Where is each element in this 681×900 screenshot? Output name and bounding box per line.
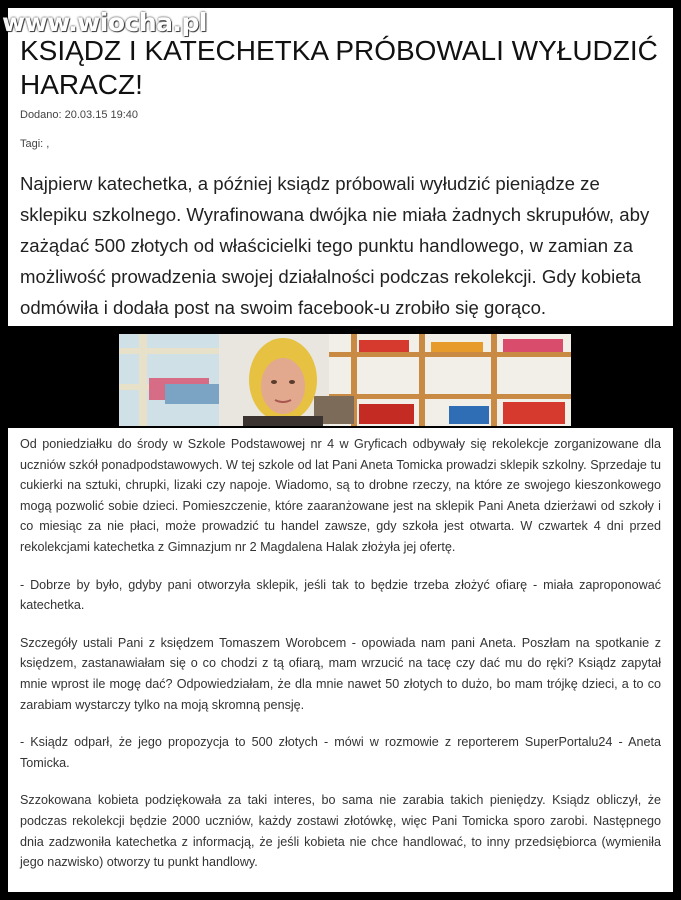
article-paragraph: Od poniedziałku do środy w Szkole Podstawowej nr 4 w Gryficach odbywały się rekolekcje zorganizowane dla uczniów szkół ponadpodstawowych. W tej szkole od lat Pani Aneta Tomicka prowadzi sklepik szkolny. Sprzedaje tu cukierki na sztuki, chrupki, lizaki czy napoje. Wiadomo, są to drobne rzeczy, na które ze swojego kieszonkowego mogą pozwolić sobie dzieci. Pomieszczenie, które zaaranżowane jest na sklepik Pani Aneta dzierżawi od szkoły i co miesiąc za nie płaci, może prowadzić tu handel zawsze, gdy szkoła jest otwarta. W czwartek 4 dni przed rekolekcjami katechetka z Gimnazjum nr 2 Magdalena Halak złożyła jej ofertę.: [20, 437, 661, 554]
article-date: Dodano: 20.03.15 19:40: [20, 109, 139, 121]
article-paragraph: Szzokowana kobieta podziękowała za taki interes, bo sama nie zarabia takich pieniędzy. Ksiądz obliczył, że podczas rekolekcji będzie 2000 uczniów, każdy zostawi złotówkę, więc Pani Tomicka sporo zarobi. Następnego dnia zadzwoniła katechetka z informacją, że jeśli kobieta nie chce handlować, to inny przedsiębiorca (wymieniła jego nazwisko) otworzy tu punkt handlowy.: [20, 793, 661, 870]
article-lead: Najpierw katechetka, a później ksiądz próbowali wyłudzić pieniądze ze sklepiku szkolnego. Wyrafinowana dwójka nie miała żadnych skrupułów, aby zażądać 500 złotych od właścicielki tego punktu handlowego, w zamian za możliwość prowadzenia swojej działalności podczas rekolekcji. Gdy kobieta odmówiła i dodała post na swoim facebook-u zrobiło się gorąco.: [20, 173, 650, 318]
article-photo: [119, 334, 571, 426]
article-paragraph: Szczegóły ustali Pani z księdzem Tomaszem Worobcem - opowiada nam pani Aneta. Poszłam na spotkanie z księdzem, zastanawiałam się o co chodzi z tą ofiarą, mam wrzucić na tacę czy dać mu do ręki? Ksiądz zapytał mnie wprost ile mogę dać? Odpowiedziałam, że dla mnie nawet 50 złotych to dużo, bo mam trójkę dzieci, a to co zarabiam wystarczy tylko na moją skromną pensję.: [20, 635, 661, 712]
article-header-card: [8, 8, 673, 326]
site-watermark: www.wiocha.pl: [2, 8, 207, 37]
article-body: [8, 428, 673, 892]
article-paragraph: - Dobrze by było, gdyby pani otworzyła sklepik, jeśli tak to będzie trzeba złożyć ofiarę - miała zaproponować katechetka.: [20, 577, 661, 613]
article-paragraph: - Ksiądz odparł, że jego propozycja to 500 złotych - mówi w rozmowie z reporterem SuperPortalu24 - Aneta Tomicka.: [20, 735, 661, 770]
article-tags[interactable]: Tagi: ,: [20, 138, 50, 150]
article-title: KSIĄDZ I KATECHETKA PRÓBOWALI WYŁUDZIĆ HARACZ!: [20, 35, 658, 100]
